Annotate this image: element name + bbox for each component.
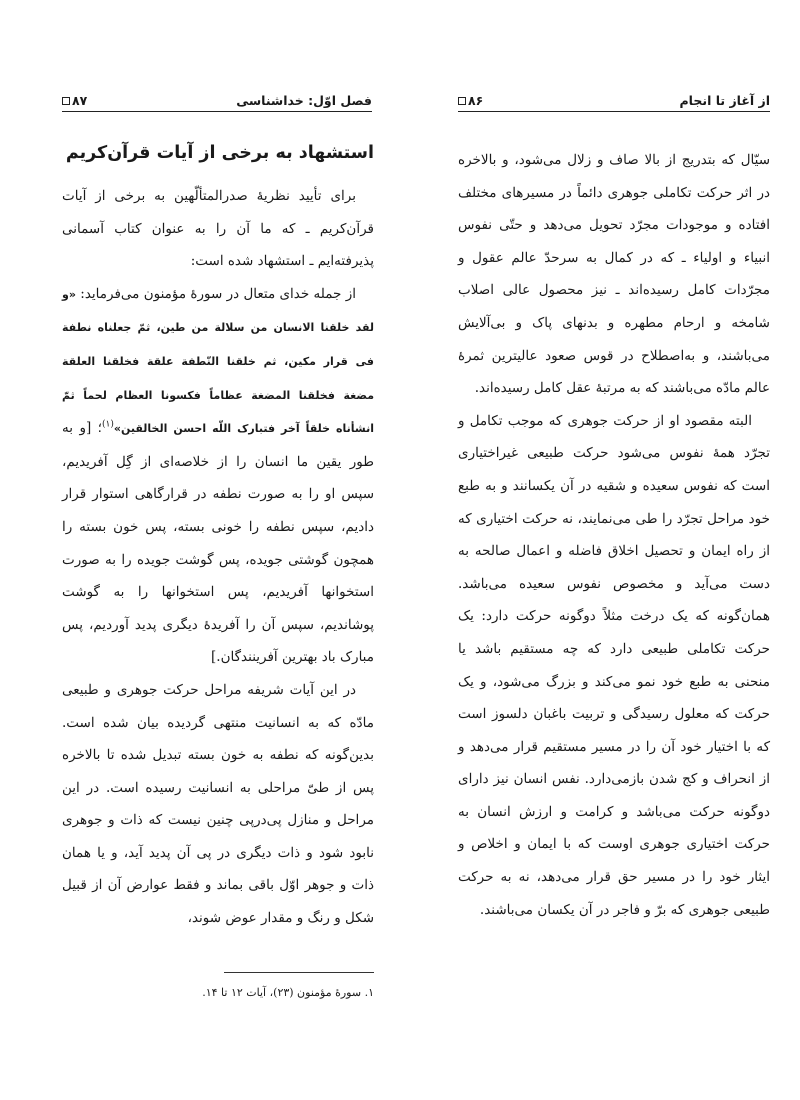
- page-86: [400, 0, 800, 1100]
- footnote: ۱. سورهٔ مؤمنون (۲۳)، آیات ۱۲ تا ۱۴.: [202, 986, 374, 999]
- page-number: ۸۶: [468, 93, 484, 108]
- section-heading: استشهاد به برخی از آیات قرآن‌کریم: [65, 143, 374, 163]
- paragraph-intro: برای تأیید نظریهٔ صدرالمتألّهین به برخی از آیات قرآن‌کریم ـ که ما آن را به عنوان کتاب آسمانی پذیرفته‌ایم ـ استشهاد شده است:: [62, 188, 374, 270]
- paragraph-quran: [62, 278, 374, 674]
- footnote-divider: [224, 972, 374, 973]
- running-header: [458, 86, 770, 112]
- paragraph-explanation: در این آیات شریفه مراحل حرکت جوهری و طبیعی مادّه که به انسانیت منتهی گردیده بیان شده است. بدین‌گونه که نطفه به خون بسته تبدیل شده تا بالاخره پس از طیّ مراحلی به انسانیت رسیده است. در این مراحل و منازل پی‌درپی چنین نیست که ذات و جوهری نابود شود و ذات دیگری در پی آن پدید آید، و یا همان ذات و جوهر اوّل باقی بماند و فقط عوارض آن از قبیل شکل و رنگ و مقدار عوض شوند،: [62, 681, 374, 927]
- right-body-text: [458, 144, 770, 926]
- page-number: ۸۷: [72, 93, 88, 108]
- book-title: از آغاز تا انجام: [679, 93, 770, 108]
- page-number-group: [62, 93, 87, 108]
- verse-translation: ؛ [و به طور یقین ما انسان را از خلاصه‌ای از گِل آفریدیم، سپس او را به صورت نطفه در قرارگاهی استوار قرار دادیم، سپس نطفه را خونی بسته، پس خون بسته را همچون گوشتی جویده، پس گوشت جویده را به صورت استخوانها آفریدیم، پس استخوانها را به گوشت پوشاندیم، سپس آن را آفریدهٔ دیگری پدید آوردیم، پس مبارک باد بهترین آفرینندگان.]: [62, 420, 374, 666]
- quran-verse: «و لقد خلقنا الانسان من سلالة من طین، ثمّ جعلناه نطفة فی قرار مکین، ثم خلقنا النّطفة علقة فخلقنا العلقة مضغة فخلقنا المضغة عظاماً فکسونا العظام لحماً ثمّ انشأناه خلقاً آخر فتبارک اللّه احسن الخالقین»: [62, 287, 374, 436]
- running-header: [62, 86, 372, 112]
- quran-intro: از جمله خدای متعال در سورهٔ مؤمنون می‌فرماید:: [80, 285, 356, 302]
- square-box-icon: [62, 97, 70, 105]
- left-body-text: [62, 180, 374, 935]
- footnote-marker: (۱): [101, 419, 114, 430]
- paragraph-continuation: سیّال که بتدریج از بالا صاف و زلال می‌شود، و بالاخره در اثر حرکت تکاملی جوهری دائماً در مسیرهای مختلف افتاده و موجودات مجرّد تحویل می‌دهد و حتّی نفوس انبیاء و اولیاء ـ که در کمال به سرحدّ عالم عقول و مجرّدات کامل رسیده‌اند ـ نیز محصول عالی اصلاب شامخه و ارحام مطهره و بدنهای پاک و بی‌آلایش می‌باشند، و به‌اصطلاح در قوس صعود عالیترین ثمرهٔ عالم مادّه می‌باشند که به مرتبهٔ عقل کامل رسیده‌اند.: [458, 152, 770, 397]
- paragraph-main: البته مقصود او از حرکت جوهری که موجب تکامل و تجرّد همهٔ نفوس می‌شود حرکت طبیعی غیراختیاری است که نفوس سعیده و شقیه در آن یکسانند و به طبع خود مراحل تجرّد را طی می‌نمایند، نه حرکت اختیاری که از راه ایمان و تحصیل اخلاق فاضله و اعمال صالحه به دست می‌آید و مخصوص نفوس سعیده می‌باشد. همان‌گونه که یک درخت مثلاً دوگونه حرکت دارد: یک حرکت تکاملی طبیعی دارد که چه مستقیم باشد یا منحنی به طبع خود نمو می‌کند و بزرگ می‌شود، و یک حرکت که معلول رسیدگی و تربیت باغبان دلسوز است که با اختیار خود آن را در مسیر مستقیم قرار می‌دهد و از انحراف و کج شدن بازمی‌دارد. نفس انسان نیز دارای دوگونه حرکت می‌باشد و کرامت و ارزش انسان به حرکت اختیاری جوهری اوست که با ایمان و اخلاص و ایثار خود را در مسیر حق قرار می‌دهد، نه به حرکت طبیعی جوهری که برّ و فاجر در آن یکسان می‌باشند.: [458, 412, 770, 918]
- page-number-group: [458, 93, 483, 108]
- square-box-icon: [458, 97, 466, 105]
- chapter-title: فصل اوّل: خداشناسی: [236, 93, 372, 108]
